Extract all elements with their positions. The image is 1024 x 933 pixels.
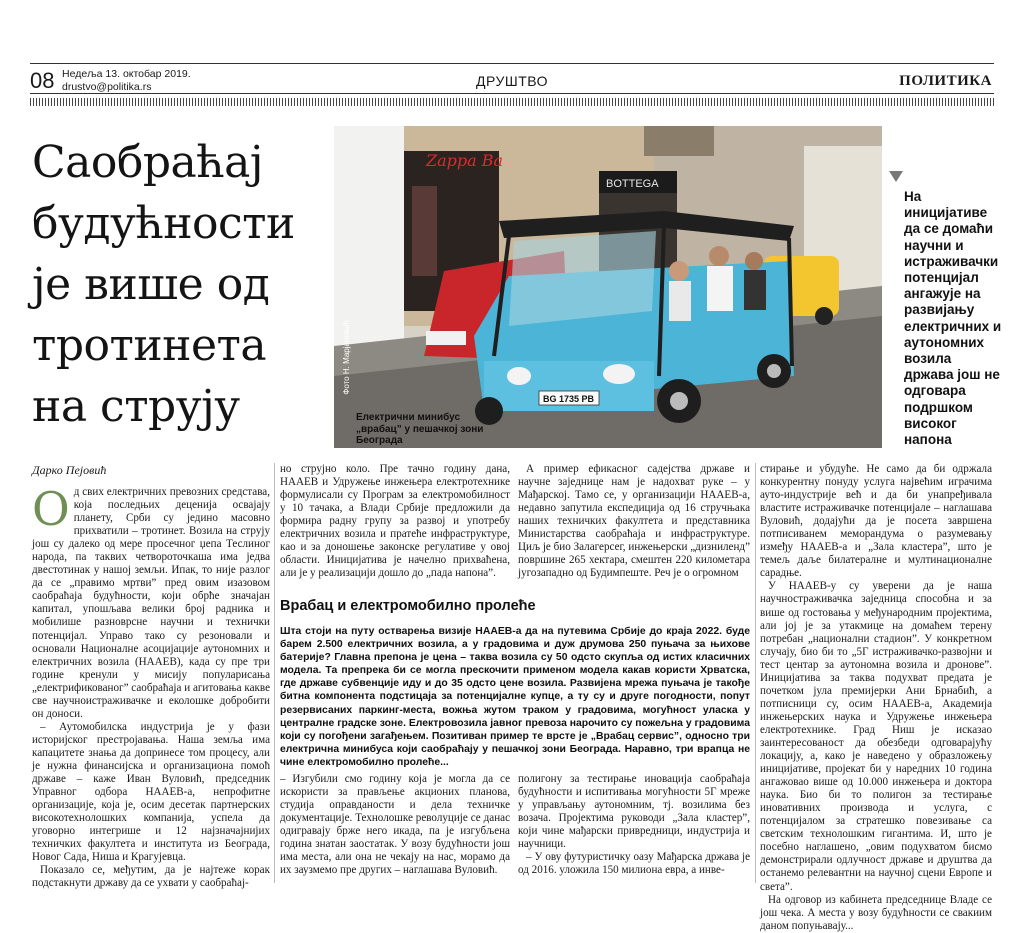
sidebar-subhead: Врабац и електромобилно пролеће	[280, 598, 536, 614]
body-paragraph: полигону за тестирање иновација саобраћаја будућности и испитивања могућности 5Г мреже у управљању аутономним, тј. возилима без возача. Пројектима руководи „Зала кластер”, који чине мађарски привредници, индустрија и научници.	[518, 773, 750, 851]
body-column-3-continued	[518, 773, 750, 883]
column-divider	[274, 463, 275, 883]
photo-credit: Фото Н. Марјановић	[342, 320, 351, 395]
sidebar-text: Шта стоји на путу остварења визије НААЕВ-а да на путевима Србије до краја 2022. буде барем 2.500 електричних возила, а у градовима и дуж друмова 250 пуњача за њихове батерије? Главна препона је цена – таква возила су 50 одсто скупља од истих класичних модела. Та препрека би се могла прескочити применом модела какав користи Хрватска, где државе субвенције иду и до 35 одсто цене возила. Развијена мрежа пуњача је такође битна компонента подстицаја за потенцијалне купце, а ту су и друге погодности, попут резервисаних паркинг-места, вожња жутом траком у градовима, могућност уласка у централне градске зоне. Електровозила јавног превоза нарочито су пожељна у градовима који су погођени загађењем. Позитиван пример те врсте је „Врабац сервис”, односно три електрична минибуса који саобраћају у пешачкој зони Београда. Наравно, три врапца не чине електромобилно пролеће...	[280, 626, 750, 768]
shop-sign-text: BOTTEGA	[606, 178, 659, 190]
sidebar-box	[280, 625, 750, 768]
body-paragraph: У НААЕВ-у су уверени да је наша научностраживачка заједница способна и за више од гостовања у међународним пројектима, али јој је за утакмице на домаћем терену потребан „национални стадион”. У конкретном случају, био би то „5Г истраживачко-развојни и тест центар за аутономна возила и дронове”. Иницијатива за таква подухват предата је почетком јула премијерки Ани Брнабић, а потписници су, осим НААЕВ-а, Академија инжењерских наука и Удружење инжењера електротехнике. Град Ниш је исказао заинтересованост да обезбеди одговарајућу локацију, а, како је наведено у образложењу иницијативе, пројекат би у наредних 10 година ангажовао више од 10.000 инжењера и доктора наука. Био би то полигон за тестирање иновативних производа и услуга, с потенцијалом за стратешко повезивање са светским технолошким гигантима. И, што је посебно наглашено, „овим подухватом бисмо демонстрирали одлучност државе и друштва да останемо релевантни на научној сцени Европе и света”.	[760, 580, 992, 893]
body-paragraph: д свих електричних превозних средстава, која последњих деценија освајају планету, Срби су једино масовно прихватили – тротинет. Возила на струју још су далеко од мере просечног џепа Теслиног народа, па таквих четвороточкаша има једва двестотинак у нашој земљи. Ипак, то није разлог да се „правимо мртви” пред овим изазовом саобраћаја будућности, који обрће значајан капитал, упошљава велики број радника и мобилише разноврсне научни и технички потенцијал. Управо тако су резоновали и основали Националне асоцијације аутономних и електричних возила (НААЕВ), када су пре три године кренули у мисију популарисања „електрификованог” саобраћаја и агитовања какве све научноистраживачке и еколошке добробити он доноси.	[32, 486, 270, 720]
section-email: drustvo@politika.rs	[62, 81, 152, 93]
pull-quote-triangle-icon	[889, 171, 903, 182]
page-number: 08	[30, 68, 55, 93]
body-paragraph: А пример ефикасног садејства државе и научне заједнице нам је надохват руке – у Мађарској. Тамо се, у организацији НААЕВ-а, недавно запутила експедиција од 16 стручњака наших техничких факултета и представника Министарства саобраћаја и инфраструктуре. Циљ је био Залагерсег, инжењерски „дизниленд” површине 265 хектара, смештен 220 километара југозападно од Будимпеште. Реч је о огромном	[518, 463, 750, 580]
author-byline: Дарко Пејовић	[32, 463, 107, 477]
newspaper-logo: ПОЛИТИКА	[899, 73, 992, 89]
license-plate-text: BG 1735 PB	[543, 394, 595, 404]
body-paragraph: Показало се, међутим, да је најтеже корак подстакнути државу да се ухвати у саобраћај-	[32, 864, 270, 890]
pull-quote: На иницијативе да се домаћи научни и истраживачки потенцијал ангажује на развијању електричних и аутономних возила држава још не одговара подршком високог напона	[904, 189, 1002, 448]
bar-sign-text: Zappa Ba	[426, 151, 504, 170]
body-column-1	[32, 482, 270, 890]
body-column-2	[280, 463, 510, 583]
issue-date: Недеља 13. октобар 2019.	[62, 68, 191, 80]
column-divider	[755, 463, 756, 883]
body-paragraph: стирање и убудуће. Не само да би одржала конкурентну понуду услуга највећим играчима ауто-индустрије већ и да би унапређивала властите истраживачке потенцијале – наглашава Вуловић, додајући да је посета завршена потписиванем меморандума о разумевању између НААЕВ-а и „Зала кластера”, што је темељ даље билатералне и мултинационалне сарадње.	[760, 463, 992, 580]
photo-caption: Електрични минибус „врабац” у пешачкој зони Београда	[356, 412, 484, 446]
body-paragraph: – У ову футуристичку оазу Мађарска држава је од 2016. уложила 150 милиона евра, а инве-	[518, 851, 750, 877]
body-column-4	[760, 463, 992, 932]
minibus-photo-illustration	[334, 126, 882, 448]
body-paragraph: – Аутомобилска индустрија је у фази историјског престројавања. Наша земља има капацитете знања да допринесе том процесу, али је нужна финансијска и организациона помоћ државе – каже Иван Вуловић, председник Управног одбора НААЕВ-а, непрофитне организације, која је, осим десетак партнерских високотехнолошких компанија, успела да уговорно интегрише и 12 најзначајнијих техничких факултета и института из Београда, Новог Сада, Ниша и Крагујевца.	[32, 720, 270, 864]
section-title: ДРУШТВО	[475, 73, 549, 89]
body-paragraph: но струјно коло. Пре тачно годину дана, НААЕВ и Удружење инжењера електротехнике формулисали су Програм за електромобилност у 10 тачака, а Влади Србије предложили да формира радну групу за развој и употребу електричних возила и пратеће инфраструктуре, као и за доношење законске регулативе у овој области. Иницијатива је начелно прихваћена, али је у реализацији дошло до „пада напона”.	[280, 463, 510, 580]
body-paragraph: На одговор из кабинета председнице Владе се још чека. А места у возу будућности се свакиим даном попуњавају...	[760, 893, 992, 932]
drop-cap: О	[32, 482, 70, 536]
body-column-2-continued	[280, 773, 510, 883]
header-bottom-rule	[30, 93, 994, 94]
article-photo	[334, 126, 882, 448]
body-column-3	[518, 463, 750, 583]
header-top-rule	[30, 63, 994, 64]
header-hatch-divider	[30, 98, 994, 106]
body-paragraph: – Изгубили смо годину која је могла да се искористи за прављење акционих планова, студија оправданости и дела техничке документације. Технолошке револуције се данас одигравају брже него икада, па је изгубљена година знатан заостатак. У возу будућности још има места, али она не чекају на нас, морамо да их заузмемо пре других – наглашава Вуловић.	[280, 773, 510, 877]
headline: Саобраћај будућности је више од тротинета на струју	[32, 137, 295, 432]
